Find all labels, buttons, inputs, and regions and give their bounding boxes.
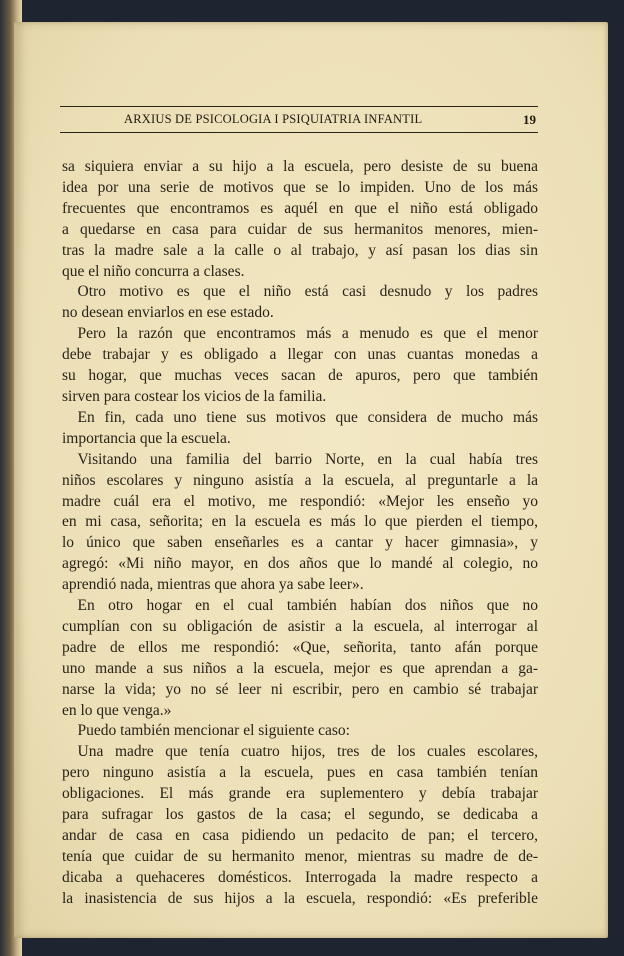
text-line: Otro motivo es que el niño está casi desnudo y los padres bbox=[62, 283, 538, 301]
text-line: Visitando una familia del barrio Norte, en la cual había tres bbox=[62, 450, 538, 468]
text-line: En otro hogar en el cual también habían dos niños que no bbox=[62, 597, 538, 615]
text-line: madre cuál era el motivo, me respondió: «Mejor les enseño yo bbox=[62, 492, 538, 510]
text-line: en lo que venga.» bbox=[62, 701, 172, 719]
text-line: frecuentes que encontramos es aquél en que el niño está obligado bbox=[62, 199, 538, 217]
text-line: tenía que cuidar de su hermanito menor, mientras su madre de de- bbox=[62, 847, 538, 865]
paragraph bbox=[62, 157, 538, 282]
paragraph bbox=[62, 324, 538, 408]
running-header bbox=[60, 83, 538, 135]
text-line: obligaciones. El más grande era suplementero y debía trabajar bbox=[62, 785, 538, 803]
paragraph bbox=[62, 450, 538, 596]
text-line: que el niño concurra a clases. bbox=[62, 262, 245, 280]
text-line: para sufragar los gastos de la casa; el segundo, se dedicaba a bbox=[62, 806, 538, 824]
text-line: Una madre que tenía cuatro hijos, tres de los cuales escolares, bbox=[62, 743, 538, 761]
text-line: narse la vida; yo no sé leer ni escribir, pero en cambio sé trabajar bbox=[62, 680, 538, 698]
text-line: Pero la razón que encontramos más a menudo es que el menor bbox=[62, 325, 538, 343]
text-line: agregó: «Mi niño mayor, en dos años que lo mandé al colegio, no bbox=[62, 555, 538, 573]
text-line: a quedarse en casa para cuidar de sus hermanitos menores, mien- bbox=[62, 220, 538, 238]
text-line: tras la madre sale a la calle o al trabajo, y así pasan los dias sin bbox=[62, 241, 538, 259]
text-line: lo único que saben enseñarles es a cantar y hacer gimnasia», y bbox=[62, 534, 538, 552]
text-line: sa siquiera enviar a su hijo a la escuela, pero desiste de su buena bbox=[62, 158, 538, 175]
text-line: dicaba a quehaceres domésticos. Interrogada la madre respecto a bbox=[62, 868, 538, 886]
text-line: pero ninguno asistía a la escuela, pues en casa también tenían bbox=[62, 764, 538, 782]
paragraph bbox=[62, 408, 538, 450]
text-line: sirven para costear los vicios de la familia. bbox=[62, 387, 327, 405]
text-line: padre de ellos me respondió: «Que, señorita, tanto afán porque bbox=[62, 638, 538, 656]
text-line: idea por una serie de motivos que se lo impiden. Uno de los más bbox=[62, 178, 538, 196]
paragraph bbox=[62, 742, 538, 909]
text-line: En fin, cada uno tiene sus motivos que considera de mucho más bbox=[62, 408, 538, 426]
text-line: Puedo también mencionar el siguiente caso: bbox=[62, 722, 350, 740]
text-line: en mi casa, señorita; en la escuela es más lo que pierden el tiempo, bbox=[62, 513, 538, 531]
page-number: 19 bbox=[523, 112, 536, 127]
body-text bbox=[62, 157, 538, 910]
text-line: andar de casa en casa pidiendo un pedacito de pan; el tercero, bbox=[62, 827, 538, 844]
header-rule-top bbox=[60, 106, 538, 107]
text-line: aprendió nada, mientras que ahora ya sabe leer». bbox=[62, 576, 364, 594]
paragraph bbox=[62, 282, 538, 324]
text-line: cumplían con su obligación de asistir a la escuela, al interrogar al bbox=[62, 617, 538, 635]
running-title: ARXIUS DE PSICOLOGIA I PSIQUIATRIA INFANTIL bbox=[124, 112, 423, 126]
paragraph bbox=[62, 596, 538, 721]
text-line: uno mande a sus niños a la escuela, mejor es que aprendan a ga- bbox=[62, 659, 538, 677]
text-line: su hogar, que muchas veces sacan de apuros, pero que también bbox=[62, 367, 538, 385]
text-line: no desean enviarlos en ese estado. bbox=[62, 304, 274, 322]
paragraph bbox=[62, 721, 538, 742]
text-line: niños escolares y ninguno asistía a la escuela, al preguntarle a la bbox=[62, 471, 538, 489]
text-line: importancia que la escuela. bbox=[62, 429, 231, 447]
header-rule-bottom bbox=[60, 132, 538, 133]
text-line: la inasistencia de sus hijos a la escuela, respondió: «Es preferible bbox=[62, 889, 538, 907]
text-line: debe trabajar y es obligado a llegar con unas cuantas monedas a bbox=[62, 346, 538, 364]
